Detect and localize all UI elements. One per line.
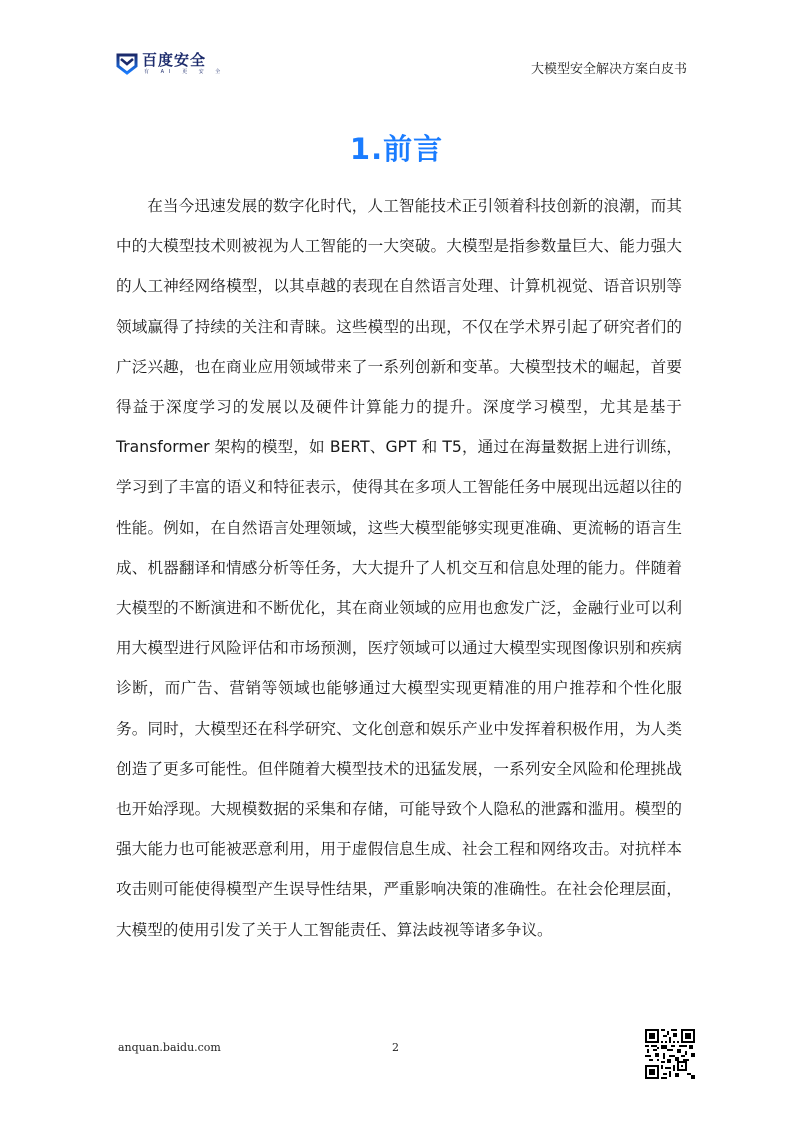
- logo-name: 百度安全: [142, 51, 207, 69]
- page-number: 2: [392, 1041, 399, 1054]
- baidu-security-logo: [116, 52, 225, 76]
- shield-logo-icon: [116, 53, 138, 75]
- logo-tagline: 有 AI 更 安 全: [144, 69, 226, 75]
- footer-url: anquan.baidu.com: [118, 1041, 221, 1054]
- section-title: 1.前言: [349, 132, 444, 167]
- document-title: 大模型安全解决方案白皮书: [530, 62, 687, 77]
- intro-paragraph: 在当今迅速发展的数字化时代，人工智能技术正引领着科技创新的浪潮，而其中的大模型技术则被视为人工智能的一大突破。大模型是指参数量巨大、能力强大的人工神经网络模型，以其卓越的表现在自然语言处理、计算机视觉、语音识别等领域赢得了持续的关注和青睐。这些模型的出现，不仅在学术界引起了研究者们的广泛兴趣，也在商业应用领域带来了一系列创新和变革。大模型技术的崛起，首要得益于深度学习的发展以及硬件计算能力的提升。深度学习模型，尤其是基于 Transformer 架构的模型，如 BERT、GPT 和 T5，通过在海量数据上进行训练，学习到了丰富的语义和特征表示，使得其在多项人工智能任务中展现出远超以往的性能。例如，在自然语言处理领域，这些大模型能够实现更准确、更流畅的语言生成、机器翻译和情感分析等任务，大大提升了人机交互和信息处理的能力。伴随着大模型的不断演进和不断优化，其在商业领域的应用也愈发广泛，金融行业可以利用大模型进行风险评估和市场预测，医疗领域可以通过大模型实现图像识别和疾病诊断，而广告、营销等领域也能够通过大模型实现更精准的用户推荐和个性化服务。同时，大模型还在科学研究、文化创意和娱乐产业中发挥着积极作用，为人类创造了更多可能性。但伴随着大模型技术的迅猛发展，一系列安全风险和伦理挑战也开始浮现。大规模数据的采集和存储，可能导致个人隐私的泄露和滥用。模型的强大能力也可能被恶意利用，用于虚假信息生成、社会工程和网络攻击。对抗样本攻击则可能使得模型产生误导性结果，严重影响决策的准确性。在社会伦理层面，大模型的使用引发了关于人工智能责任、算法歧视等诸多争议。: [116, 197, 682, 939]
- body-content: [116, 186, 682, 950]
- qr-code-icon: [645, 1029, 695, 1079]
